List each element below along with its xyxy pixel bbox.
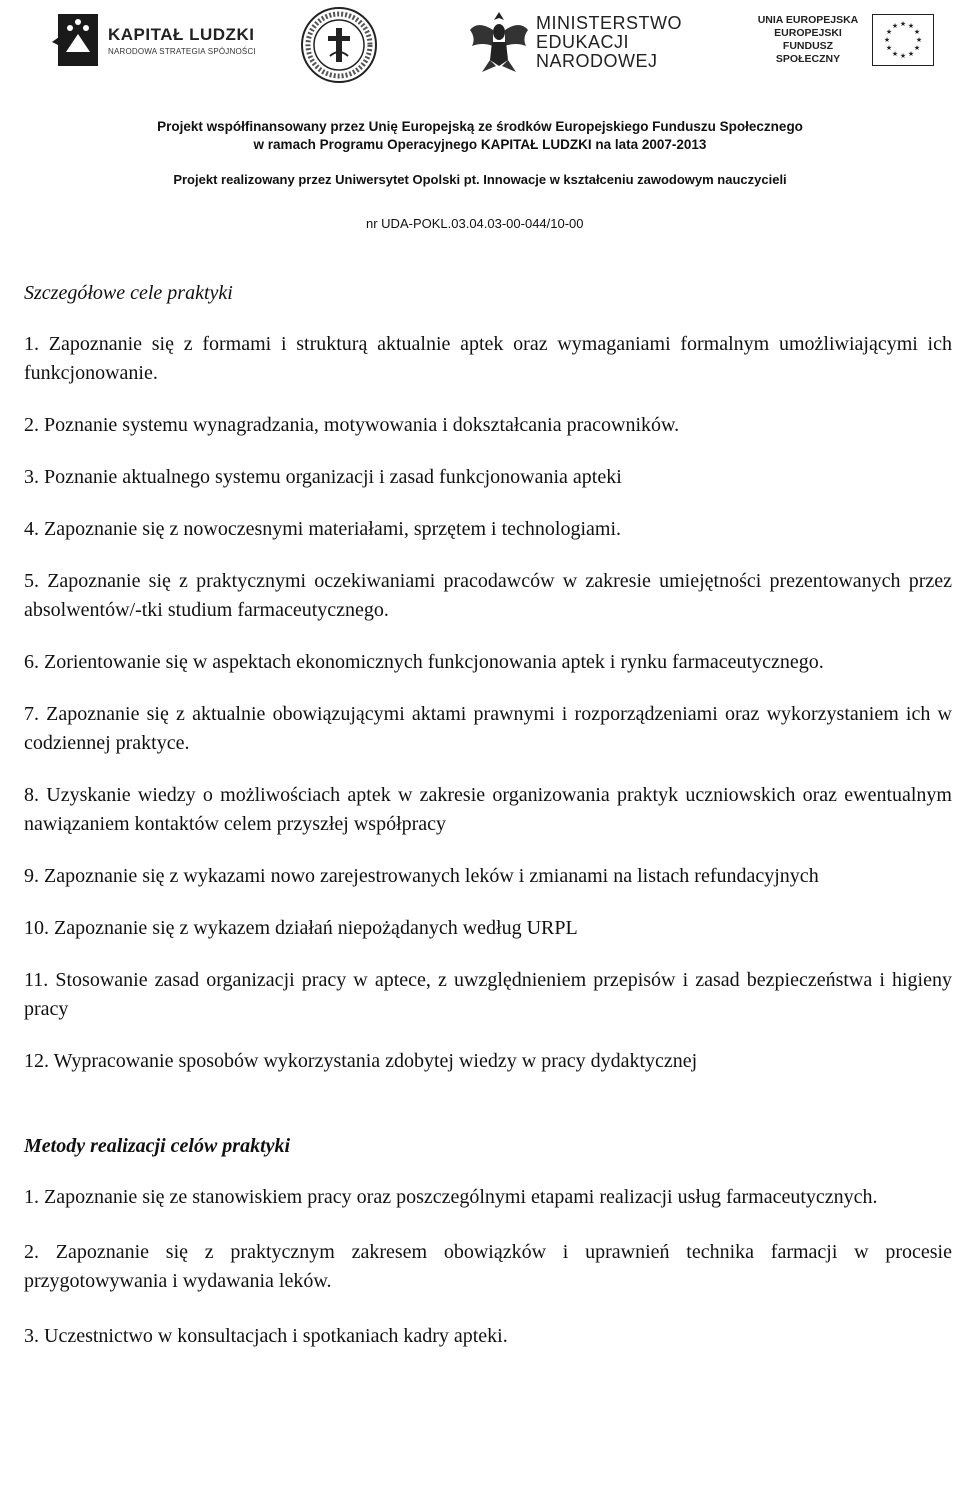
project-number: nr UDA-POKL.03.04.03-00-044/10-00 [366, 216, 584, 231]
svg-text:★: ★ [913, 44, 921, 52]
list-item: 5. Zapoznanie się z praktycznymi oczekiwaniami pracodawców w zakresie umiejętności prezentowanych przez absolwentów/-tki studium farmaceutycznego. [24, 570, 952, 621]
goals-title: Szczegółowe cele praktyki [24, 282, 233, 304]
kapital-ludzki-logo [52, 12, 256, 68]
eu-line3: FUNDUSZ SPOŁECZNY [775, 40, 841, 65]
list-item: 10. Zapoznanie się z wykazem działań niepożądanych według URPL [24, 917, 578, 939]
methods-title: Metody realizacji celów praktyki [24, 1135, 291, 1157]
svg-text:★: ★ [885, 44, 893, 52]
list-item: 9. Zapoznanie się z wykazami nowo zarejestrowanych leków i zmianami na listach refundacyjnych [24, 865, 819, 887]
svg-text:★: ★ [899, 20, 907, 28]
eu-logo [752, 14, 934, 66]
list-item: 7. Zapoznanie się z aktualnie obowiązującymi aktami prawnymi i rozporządzeniami oraz wykorzystaniem ich w codziennej praktyce. [24, 703, 952, 754]
document-content [24, 282, 952, 1377]
kapital-ludzki-title: KAPITAŁ LUDZKI [108, 24, 255, 44]
list-item: 3. Uczestnictwo w konsultacjach i spotkaniach kadry apteki. [24, 1325, 508, 1347]
svg-text:★: ★ [915, 36, 923, 44]
list-item: 3. Poznanie aktualnego systemu organizacji i zasad funkcjonowania apteki [24, 466, 622, 488]
svg-text:★: ★ [899, 52, 907, 60]
ministry-logo [468, 8, 682, 76]
methods-list [24, 1183, 952, 1351]
list-item: 4. Zapoznanie się z nowoczesnymi materiałami, sprzętem i technologiami. [24, 518, 622, 540]
svg-text:★: ★ [891, 50, 899, 58]
kapital-ludzki-subtitle: NARODOWA STRATEGIA SPÓJNOŚCI [108, 46, 256, 56]
list-item: 12. Wypracowanie sposobów wykorzystania zdobytej wiedzy w pracy dydaktycznej [24, 1050, 698, 1072]
list-item: 1. Zapoznanie się z formami i strukturą aktualnie aptek oraz wymaganiami formalnym umożliwiającymi ich funkcjonowanie. [24, 333, 952, 384]
svg-text:★: ★ [913, 28, 921, 36]
svg-text:★: ★ [907, 22, 915, 30]
eu-line1: UNIA EUROPEJSKA [757, 14, 859, 26]
ministry-line3: NARODOWEJ [536, 50, 658, 71]
list-item: 1. Zapoznanie się ze stanowiskiem pracy oraz poszczególnymi etapami realizacji usług farmaceutycznych. [24, 1186, 878, 1208]
project-line2: w ramach Programu Operacyjnego KAPITAŁ LUDZKI na lata 2007-2013 [253, 137, 707, 152]
list-item: 8. Uzyskanie wiedzy o możliwościach aptek w zakresie organizowania praktyk uczniowskich oraz ewentualnym nawiązaniem kontaktów celem przyszłej współpracy [24, 784, 952, 835]
project-line3: Projekt realizowany przez Uniwersytet Opolski pt. Innowacje w kształceniu zawodowym nauczycieli [173, 172, 787, 187]
svg-text:★: ★ [891, 22, 899, 30]
eu-line2: EUROPEJSKI [774, 27, 842, 39]
svg-text:★: ★ [885, 28, 893, 36]
eu-flag-icon [872, 14, 934, 66]
ministry-line1: MINISTERSTWO [536, 12, 682, 33]
ministry-line2: EDUKACJI [536, 31, 630, 52]
eagle-emblem-icon [468, 8, 530, 76]
list-item: 2. Zapoznanie się z praktycznym zakresem obowiązków i uprawnień technika farmacji w procesie przygotowywania i wydawania leków. [24, 1241, 952, 1292]
list-item: 11. Stosowanie zasad organizacji pracy w aptece, z uwzględnieniem przepisów i zasad bezpieczeństwa i higieny pracy [24, 969, 952, 1020]
kapital-ludzki-mark-icon [52, 12, 102, 68]
header-logos [0, 0, 960, 105]
svg-text:★: ★ [883, 36, 891, 44]
list-item: 2. Poznanie systemu wynagradzania, motywowania i dokształcania pracowników. [24, 414, 680, 436]
university-seal-icon [300, 6, 378, 84]
list-item: 6. Zorientowanie się w aspektach ekonomicznych funkcjonowania aptek i rynku farmaceutycznego. [24, 651, 824, 673]
svg-text:★: ★ [907, 50, 915, 58]
goals-list [24, 330, 952, 1076]
project-funding-info [0, 118, 960, 154]
project-line1: Projekt współfinansowany przez Unię Europejską ze środków Europejskiego Funduszu Społecznego [157, 119, 803, 134]
